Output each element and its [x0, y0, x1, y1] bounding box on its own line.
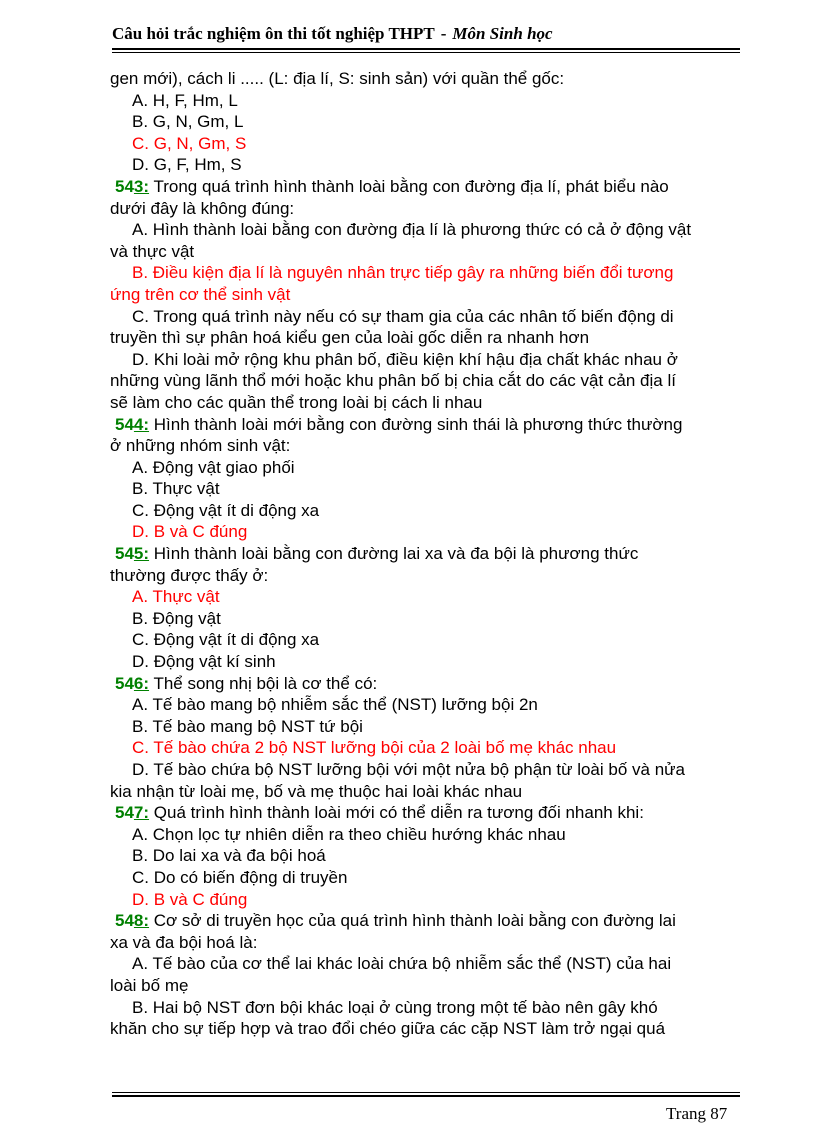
question-text: Trong quá trình hình thành loài bằng con đường địa lí, phát biểu nào	[149, 176, 669, 196]
option: A. Động vật giao phối	[132, 457, 295, 477]
option: A. Hình thành loài bằng con đường địa lí là phương thức có cả ở động vật	[132, 220, 692, 240]
question-546	[110, 673, 770, 695]
option: C. Trong quá trình này nếu có sự tham gia của các nhân tố biến động di	[132, 306, 674, 326]
question-545	[110, 543, 770, 565]
option: D. G, F, Hm, S	[132, 155, 242, 175]
question-text: Quá trình hình thành loài mới có thể diễn ra tương đối nhanh khi:	[149, 803, 644, 823]
correct-answer: D. B và C đúng	[132, 522, 248, 542]
page-number: Trang 87	[666, 1104, 728, 1123]
correct-answer: B. Điều kiện địa lí là nguyên nhân trực tiếp gây ra những biến đổi tương	[132, 263, 674, 283]
option-cont: truyền thì sự phân hoá kiểu gen của loài gốc diễn ra nhanh hơn	[110, 328, 590, 348]
question-number: 546:	[115, 673, 150, 693]
option: B. Do lai xa và đa bội hoá	[132, 846, 326, 866]
correct-answer: D. B và C đúng	[132, 889, 248, 909]
question-text: Hình thành loài bằng con đường lai xa và đa bội là phương thức	[149, 544, 639, 564]
option-cont: sẽ làm cho các quần thể trong loài bị cách li nhau	[110, 392, 483, 412]
question-547	[110, 802, 770, 824]
option: A. H, F, Hm, L	[132, 90, 238, 110]
option-cont: kia nhận từ loài mẹ, bố và mẹ thuộc hai loài khác nhau	[110, 781, 523, 801]
option: C. Động vật ít di động xa	[132, 500, 320, 520]
option: A. Chọn lọc tự nhiên diễn ra theo chiều hướng khác nhau	[132, 824, 566, 844]
question-text-cont: thường được thấy ở:	[110, 565, 269, 585]
footer-rule-thin	[112, 1092, 740, 1093]
option-cont: loài bố mẹ	[110, 975, 189, 995]
footer-rule	[112, 1095, 740, 1097]
correct-answer: C. Tế bào chứa 2 bộ NST lưỡng bội của 2 loài bố mẹ khác nhau	[132, 738, 617, 758]
option-cont: những vùng lãnh thổ mới hoặc khu phân bố bị chia cắt do các vật cản địa lí	[110, 371, 676, 391]
question-text-cont: xa và đa bội hoá là:	[110, 932, 258, 952]
correct-answer: A. Thực vật	[132, 587, 220, 607]
correct-answer-cont: ứng trên cơ thể sinh vật	[110, 284, 291, 304]
question-number: 547:	[115, 803, 150, 823]
header-dash: -	[440, 24, 447, 43]
option: D. Động vật kí sinh	[132, 652, 276, 672]
option: D. Khi loài mở rộng khu phân bố, điều kiện khí hậu địa chất khác nhau ở	[132, 349, 678, 369]
header-rule-thin	[112, 52, 740, 53]
question-number: 543:	[115, 176, 150, 196]
option: C. Do có biến động di truyền	[132, 867, 348, 887]
question-text-cont: ở những nhóm sinh vật:	[110, 436, 291, 456]
question-number: 548:	[115, 911, 150, 931]
option: C. Động vật ít di động xa	[132, 630, 320, 650]
question-text: Hình thành loài mới bằng con đường sinh thái là phương thức thường	[149, 414, 683, 434]
question-text: Thể song nhị bội là cơ thể có:	[149, 673, 378, 693]
page-header	[112, 24, 752, 44]
question-text: Cơ sở di truyền học của quá trình hình thành loài bằng con đường lai	[149, 911, 676, 931]
question-number: 545:	[115, 544, 150, 564]
option: B. Tế bào mang bộ NST tứ bội	[132, 716, 363, 736]
document-body	[110, 68, 770, 1040]
header-title: Câu hỏi trắc nghiệm ôn thi tốt nghiệp THPT	[112, 24, 435, 43]
option: A. Tế bào mang bộ nhiễm sắc thể (NST) lưỡng bội 2n	[132, 695, 538, 715]
header-subject: Môn Sinh học	[452, 24, 553, 43]
header-rule	[112, 48, 740, 50]
question-text-cont: dưới đây là không đúng:	[110, 198, 295, 218]
continuation-text: gen mới), cách li ..... (L: địa lí, S: sinh sản) với quần thể gốc:	[110, 69, 565, 88]
question-548	[110, 910, 770, 932]
option: A. Tế bào của cơ thể lai khác loài chứa bộ nhiễm sắc thể (NST) của hai	[132, 954, 672, 974]
question-544	[110, 414, 770, 436]
option: D. Tế bào chứa bộ NST lưỡng bội với một nửa bộ phận từ loài bố và nửa	[132, 760, 685, 779]
correct-answer: C. G, N, Gm, S	[132, 133, 247, 153]
option: B. Hai bộ NST đơn bội khác loại ở cùng trong một tế bào nên gây khó	[132, 997, 658, 1017]
option: B. G, N, Gm, L	[132, 112, 244, 132]
option-cont: khăn cho sự tiếp hợp và trao đổi chéo giữa các cặp NST làm trở ngại quá	[110, 1019, 666, 1039]
option: B. Động vật	[132, 608, 221, 628]
question-number: 544:	[115, 414, 150, 434]
option: B. Thực vật	[132, 479, 220, 499]
option-cont: và thực vật	[110, 241, 195, 261]
question-543	[110, 176, 770, 198]
